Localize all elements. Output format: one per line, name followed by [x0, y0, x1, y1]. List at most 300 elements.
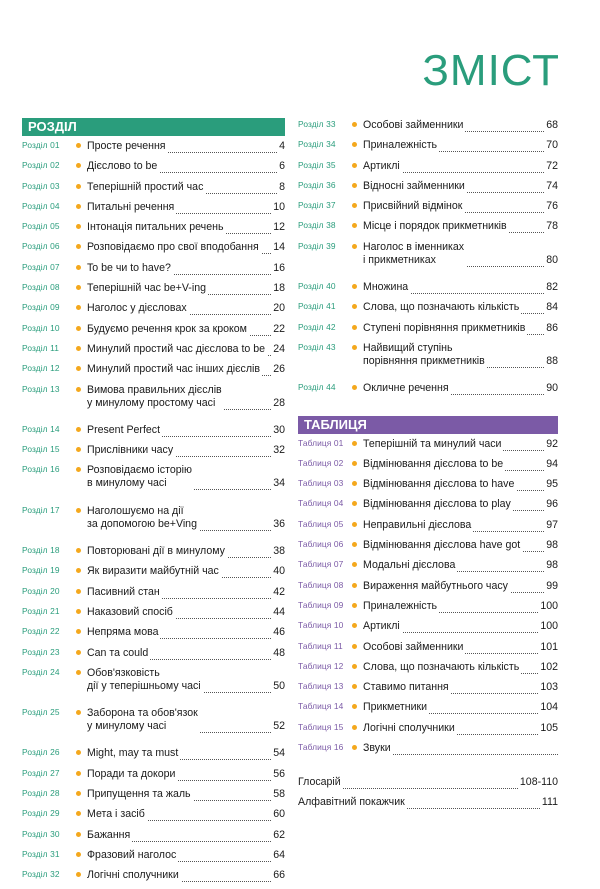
entry-page: 82 [546, 281, 558, 294]
toc-entry[interactable] [298, 300, 558, 320]
bullet-icon [76, 427, 81, 432]
entry-page: 86 [546, 321, 558, 334]
bullet-icon [352, 122, 357, 127]
entry-title: Ставимо питання [363, 681, 449, 694]
entry-label: Таблиця 14 [298, 701, 344, 712]
entry-page: 96 [546, 498, 558, 511]
bullet-icon [76, 143, 81, 148]
toc-entry[interactable] [298, 280, 558, 300]
entry-leader [87, 646, 285, 660]
bullet-icon [352, 142, 357, 147]
entry-label: Розділ 09 [22, 302, 60, 313]
entry-page: 14 [273, 241, 285, 254]
entry-label: Розділ 06 [22, 241, 60, 252]
toc-entry[interactable] [22, 463, 285, 503]
entry-title: Просте речення [87, 140, 166, 152]
entry-leader [363, 538, 558, 552]
bullet-icon [76, 204, 81, 209]
bullet-icon [76, 224, 81, 229]
entry-label: Розділ 02 [22, 160, 60, 171]
entry-title: Наголошуємо на дії за допомогою be+Ving [87, 504, 197, 530]
entry-leader [87, 564, 285, 578]
entry-title: Теперішній час be+V-ing [87, 282, 206, 295]
entry-label: Розділ 07 [22, 261, 60, 272]
entry-label: Розділ 13 [22, 383, 60, 394]
bullet-icon [76, 811, 81, 816]
bullet-icon [352, 664, 357, 669]
entry-label: Таблиця 09 [298, 599, 344, 610]
entry-leader [87, 423, 285, 437]
bullet-icon [76, 589, 81, 594]
entry-leader [87, 585, 285, 599]
bullet-icon [76, 285, 81, 290]
toc-entry[interactable] [298, 518, 558, 538]
entry-leader [298, 795, 558, 809]
toc-entry[interactable] [298, 721, 558, 741]
entry-title: Наголос у дієсловах [87, 302, 187, 315]
entry-page: 99 [546, 579, 558, 592]
entry-page: 50 [273, 679, 285, 692]
entry-label: Розділ 12 [22, 363, 60, 374]
toc-entry[interactable] [22, 240, 285, 260]
toc-entry[interactable] [298, 700, 558, 720]
entry-page: 102 [540, 660, 558, 673]
entry-title: Приналежність [363, 599, 438, 612]
entry-page: 56 [273, 767, 285, 780]
toc-entry[interactable] [22, 342, 285, 362]
bullet-icon [352, 562, 357, 567]
entry-title: Припущення та жаль [87, 788, 191, 801]
bullet-icon [352, 542, 357, 547]
entry-page: 62 [273, 828, 285, 841]
entry-title: Непряма мова [87, 626, 159, 639]
toc-entry[interactable] [298, 179, 558, 199]
toc-entry[interactable] [298, 437, 558, 457]
bullet-icon [76, 305, 81, 310]
entry-page: 40 [273, 565, 285, 578]
entry-label: Розділ 27 [22, 767, 60, 778]
entry-title: Відмінювання дієслова to be [363, 457, 504, 470]
toc-entry[interactable] [22, 746, 285, 766]
bullet-icon [76, 750, 81, 755]
toc-entry[interactable] [298, 660, 558, 680]
bullet-icon [76, 650, 81, 655]
entry-page: 52 [273, 720, 285, 733]
toc-entry[interactable] [298, 159, 558, 179]
bullet-icon [352, 385, 357, 390]
entry-label: Розділ 23 [22, 646, 60, 657]
entry-label: Розділ 18 [22, 545, 60, 556]
bullet-icon [352, 603, 357, 608]
entry-label: Таблиця 06 [298, 539, 344, 550]
entry-page: 34 [273, 477, 285, 490]
toc-entry[interactable] [298, 619, 558, 639]
entry-title: Окличне речення [363, 382, 449, 395]
bullet-icon [76, 366, 81, 371]
entry-label: Розділ 19 [22, 565, 60, 576]
entry-page: 8 [279, 180, 285, 193]
entry-leader [87, 159, 285, 173]
toc-entry[interactable] [22, 828, 285, 848]
entry-title: Питальні речення [87, 200, 175, 213]
entry-leader [87, 281, 285, 295]
entry-leader [87, 342, 285, 356]
entry-leader [87, 504, 285, 531]
toc-entry[interactable] [22, 807, 285, 827]
entry-leader [87, 767, 285, 781]
entry-leader [363, 321, 558, 335]
entry-title: Прикметники [363, 701, 428, 714]
entry-leader [87, 848, 285, 862]
toc-entry[interactable] [22, 281, 285, 301]
entry-leader [363, 660, 558, 674]
entry-page: 54 [273, 747, 285, 760]
toc-entry[interactable] [22, 301, 285, 321]
entry-title: Глосарій [298, 776, 341, 789]
toc-entry[interactable] [22, 159, 285, 179]
entry-page: 72 [546, 159, 558, 172]
entry-page: 108-110 [519, 776, 558, 789]
toc-entry[interactable] [22, 200, 285, 220]
entry-leader [87, 301, 285, 315]
tables-list [298, 437, 558, 762]
toc-extra-entry[interactable] [298, 775, 558, 795]
bullet-icon [352, 704, 357, 709]
entry-title: To be чи to have? [87, 261, 171, 274]
entry-title: Обов'язковість дії у теперішньому часі [87, 666, 201, 692]
entry-label: Таблиця 04 [298, 498, 344, 509]
entry-label: Розділ 14 [22, 423, 60, 434]
toc-entry[interactable] [298, 118, 558, 138]
entry-leader [363, 700, 558, 714]
entry-leader [363, 579, 558, 593]
toc-entry[interactable] [298, 457, 558, 477]
entry-label: Розділ 40 [298, 281, 336, 292]
bullet-icon [352, 223, 357, 228]
toc-entry[interactable] [298, 741, 558, 761]
entry-page: 4 [279, 140, 285, 152]
toc-entry[interactable] [22, 139, 285, 159]
toc-entry[interactable] [22, 605, 285, 625]
entry-leader [87, 544, 285, 558]
toc-entry[interactable] [298, 497, 558, 517]
entry-page: 38 [273, 545, 285, 558]
toc-entry[interactable] [22, 261, 285, 281]
toc-entry[interactable] [22, 646, 285, 666]
entry-label: Розділ 30 [22, 828, 60, 839]
toc-entry[interactable] [22, 666, 285, 706]
entry-title: Пасивний стан [87, 585, 160, 598]
entry-title: Минулий простий час інших дієслів [87, 363, 260, 376]
entry-label: Розділ 33 [298, 119, 336, 129]
bullet-icon [76, 184, 81, 189]
entry-title: Артиклі [363, 620, 400, 633]
bullet-icon [76, 629, 81, 634]
entry-page: 22 [273, 322, 285, 335]
bullet-icon [352, 481, 357, 486]
entry-label: Таблиця 16 [298, 742, 344, 753]
entry-label: Розділ 01 [22, 140, 60, 150]
entry-title: Наголос в іменниках і прикметниках [363, 240, 465, 266]
bullet-icon [352, 583, 357, 588]
entry-label: Розділ 10 [22, 322, 60, 333]
entry-leader [298, 775, 558, 789]
entry-page: 103 [540, 681, 558, 694]
entry-page: 97 [546, 518, 558, 531]
entry-page: 98 [546, 539, 558, 552]
bullet-icon [76, 265, 81, 270]
bullet-icon [352, 244, 357, 249]
entry-leader [87, 787, 285, 801]
entry-title: Як виразити майбутній час [87, 565, 219, 578]
bullet-icon [76, 771, 81, 776]
entry-title: Алфавітний покажчик [298, 796, 405, 809]
entry-title: Будуємо речення крок за кроком [87, 322, 247, 335]
toc-entry[interactable] [22, 383, 285, 423]
entry-title: Множина [363, 281, 409, 294]
entry-title: Теперішній та минулий часи [363, 437, 502, 450]
bullet-icon [352, 501, 357, 506]
entry-page: 26 [273, 363, 285, 376]
entry-label: Розділ 22 [22, 626, 60, 637]
entry-leader [87, 706, 285, 733]
toc-entry[interactable] [22, 848, 285, 868]
entry-page: 105 [540, 721, 558, 734]
entry-page: 74 [546, 179, 558, 192]
bullet-icon [76, 609, 81, 614]
entry-leader [87, 261, 285, 275]
bullet-icon [352, 304, 357, 309]
entry-title: Артиклі [363, 159, 400, 172]
toc-entry[interactable] [298, 240, 558, 280]
entry-page: 20 [273, 302, 285, 315]
entry-page: 84 [546, 301, 558, 314]
entry-leader [363, 619, 558, 633]
entry-page: 12 [273, 221, 285, 234]
entry-label: Розділ 41 [298, 301, 336, 312]
entry-title: Бажання [87, 828, 131, 841]
toc-entry[interactable] [22, 706, 285, 746]
entry-label: Таблиця 01 [298, 437, 344, 448]
toc-entry[interactable] [298, 477, 558, 497]
entry-page: 94 [546, 457, 558, 470]
toc-entry[interactable] [22, 504, 285, 544]
toc-entry[interactable] [22, 362, 285, 382]
sections-column-right [298, 118, 558, 815]
entry-label: Таблиця 03 [298, 478, 344, 489]
entry-title: Логічні сполучники [87, 869, 179, 882]
entry-label: Розділ 42 [298, 321, 336, 332]
entry-page: 58 [273, 788, 285, 801]
entry-leader [363, 179, 558, 193]
entry-label: Розділ 29 [22, 808, 60, 819]
entry-page: 98 [546, 559, 558, 572]
bullet-icon [76, 346, 81, 351]
bullet-icon [76, 326, 81, 331]
toc-entry[interactable] [22, 322, 285, 342]
entry-page: 30 [273, 423, 285, 436]
entry-title: Присвійний відмінок [363, 200, 463, 213]
entry-leader [363, 437, 558, 451]
entry-title: Особові займенники [363, 119, 464, 131]
entry-page: 101 [540, 640, 558, 653]
entry-title: Відносні займенники [363, 179, 465, 192]
toc-entry[interactable] [22, 220, 285, 240]
entry-label: Розділ 03 [22, 180, 60, 191]
toc-entry[interactable] [22, 787, 285, 807]
entry-leader [363, 599, 558, 613]
entry-label: Таблиця 05 [298, 518, 344, 529]
entry-label: Розділ 32 [22, 869, 60, 880]
entry-label: Розділ 26 [22, 747, 60, 758]
entry-leader [87, 322, 285, 336]
toc-entry[interactable] [298, 341, 558, 381]
entry-leader [87, 220, 285, 234]
toc-entry[interactable] [22, 544, 285, 564]
entry-leader [363, 199, 558, 213]
entry-leader [363, 240, 558, 267]
sections-list-continued [298, 118, 558, 402]
toc-entry[interactable] [22, 443, 285, 463]
toc-entry[interactable] [298, 599, 558, 619]
entry-page: 90 [546, 382, 558, 395]
entry-leader [87, 605, 285, 619]
entry-page: 10 [273, 200, 285, 213]
toc-entry[interactable] [298, 138, 558, 158]
toc-entry[interactable] [298, 199, 558, 219]
entry-leader [87, 828, 285, 842]
entry-title: Інтонація питальних речень [87, 221, 224, 234]
sections-list [22, 139, 285, 889]
toc-entry[interactable] [22, 868, 285, 888]
bullet-icon [76, 710, 81, 715]
toc-extra-entry[interactable] [298, 795, 558, 815]
entry-leader [363, 558, 558, 572]
bullet-icon [76, 387, 81, 392]
entry-leader [87, 362, 285, 376]
toc-entry[interactable] [298, 579, 558, 599]
entry-page: 48 [273, 646, 285, 659]
entry-label: Розділ 04 [22, 200, 60, 211]
entry-label: Розділ 37 [298, 200, 336, 211]
entry-title: Відмінювання дієслова to play [363, 498, 511, 511]
entry-leader [87, 383, 285, 410]
entry-leader [363, 118, 558, 132]
entry-page: 92 [546, 437, 558, 450]
entry-leader [363, 159, 558, 173]
entry-leader [363, 219, 558, 233]
toc-entry[interactable] [22, 423, 285, 443]
entry-page: 95 [546, 478, 558, 491]
toc-entry[interactable] [298, 558, 558, 578]
entry-page: 32 [273, 444, 285, 457]
entry-title: Might, may та must [87, 747, 179, 760]
toc-entry[interactable] [298, 381, 558, 401]
entry-page: 66 [273, 869, 285, 882]
toc-entry[interactable] [22, 767, 285, 787]
entry-leader [87, 625, 285, 639]
entry-title: Вираження майбутнього часу [363, 579, 508, 592]
bullet-icon [76, 467, 81, 472]
entry-label: Розділ 43 [298, 341, 336, 352]
entry-label: Таблиця 02 [298, 457, 344, 468]
entry-label: Таблиця 12 [298, 660, 344, 671]
entry-title: Розповідаємо історію в минулому часі [87, 464, 192, 490]
entry-label: Розділ 25 [22, 707, 60, 718]
entry-leader [87, 666, 285, 693]
entry-leader [87, 443, 285, 457]
bullet-icon [76, 670, 81, 675]
entry-title: Модальні дієслова [363, 559, 456, 572]
entry-page: 18 [273, 282, 285, 295]
entry-leader [363, 457, 558, 471]
entry-title: Поради та докори [87, 767, 176, 780]
toc-entry[interactable] [298, 640, 558, 660]
entry-label: Таблиця 11 [298, 640, 343, 651]
toc-entry[interactable] [298, 321, 558, 341]
toc-entry[interactable] [22, 585, 285, 605]
entry-title: Слова, що позначають кількість [363, 301, 520, 314]
entry-leader [363, 680, 558, 694]
entry-leader [363, 741, 558, 755]
extras-list [298, 775, 558, 815]
entry-leader [363, 138, 558, 152]
toc-entry[interactable] [22, 180, 285, 200]
bullet-icon [76, 244, 81, 249]
entry-title: Розповідаємо про свої вподобання [87, 241, 259, 254]
entry-page: 28 [273, 396, 285, 409]
entry-label: Розділ 15 [22, 444, 60, 455]
entry-title: Звуки [363, 742, 391, 755]
entry-page: 70 [546, 139, 558, 152]
entry-label: Таблиця 08 [298, 579, 344, 590]
entry-page: 64 [273, 848, 285, 861]
toc-entry[interactable] [298, 680, 558, 700]
entry-label: Розділ 05 [22, 221, 60, 232]
entry-page: 44 [273, 605, 285, 618]
bullet-icon [76, 852, 81, 857]
bullet-icon [352, 345, 357, 350]
entry-leader [363, 300, 558, 314]
toc-entry[interactable] [298, 538, 558, 558]
entry-title: Місце і порядок прикметників [363, 220, 507, 233]
toc-entry[interactable] [298, 219, 558, 239]
entry-page: 104 [540, 701, 558, 714]
entry-label: Таблиця 07 [298, 559, 344, 570]
entry-page: 100 [540, 620, 558, 633]
entry-leader [363, 721, 558, 735]
bullet-icon [352, 441, 357, 446]
entry-title: Повторювані дії в минулому [87, 545, 225, 558]
bullet-icon [352, 725, 357, 730]
bullet-icon [76, 548, 81, 553]
bullet-icon [76, 163, 81, 168]
entry-title: Can та could [87, 646, 149, 659]
bullet-icon [352, 644, 357, 649]
entry-title: Мета і засіб [87, 808, 145, 821]
entry-leader [363, 640, 558, 654]
entry-label: Розділ 11 [22, 342, 59, 353]
entry-label: Розділ 20 [22, 585, 60, 596]
toc-entry[interactable] [22, 564, 285, 584]
entry-page: 24 [273, 342, 285, 355]
entry-title: Неправильні дієслова [363, 518, 472, 531]
entry-title: Ступені порівняння прикметників [363, 321, 526, 334]
entry-label: Розділ 28 [22, 788, 60, 799]
bullet-icon [352, 623, 357, 628]
toc-entry[interactable] [22, 625, 285, 645]
entry-title: Теперішній простий час [87, 180, 204, 193]
